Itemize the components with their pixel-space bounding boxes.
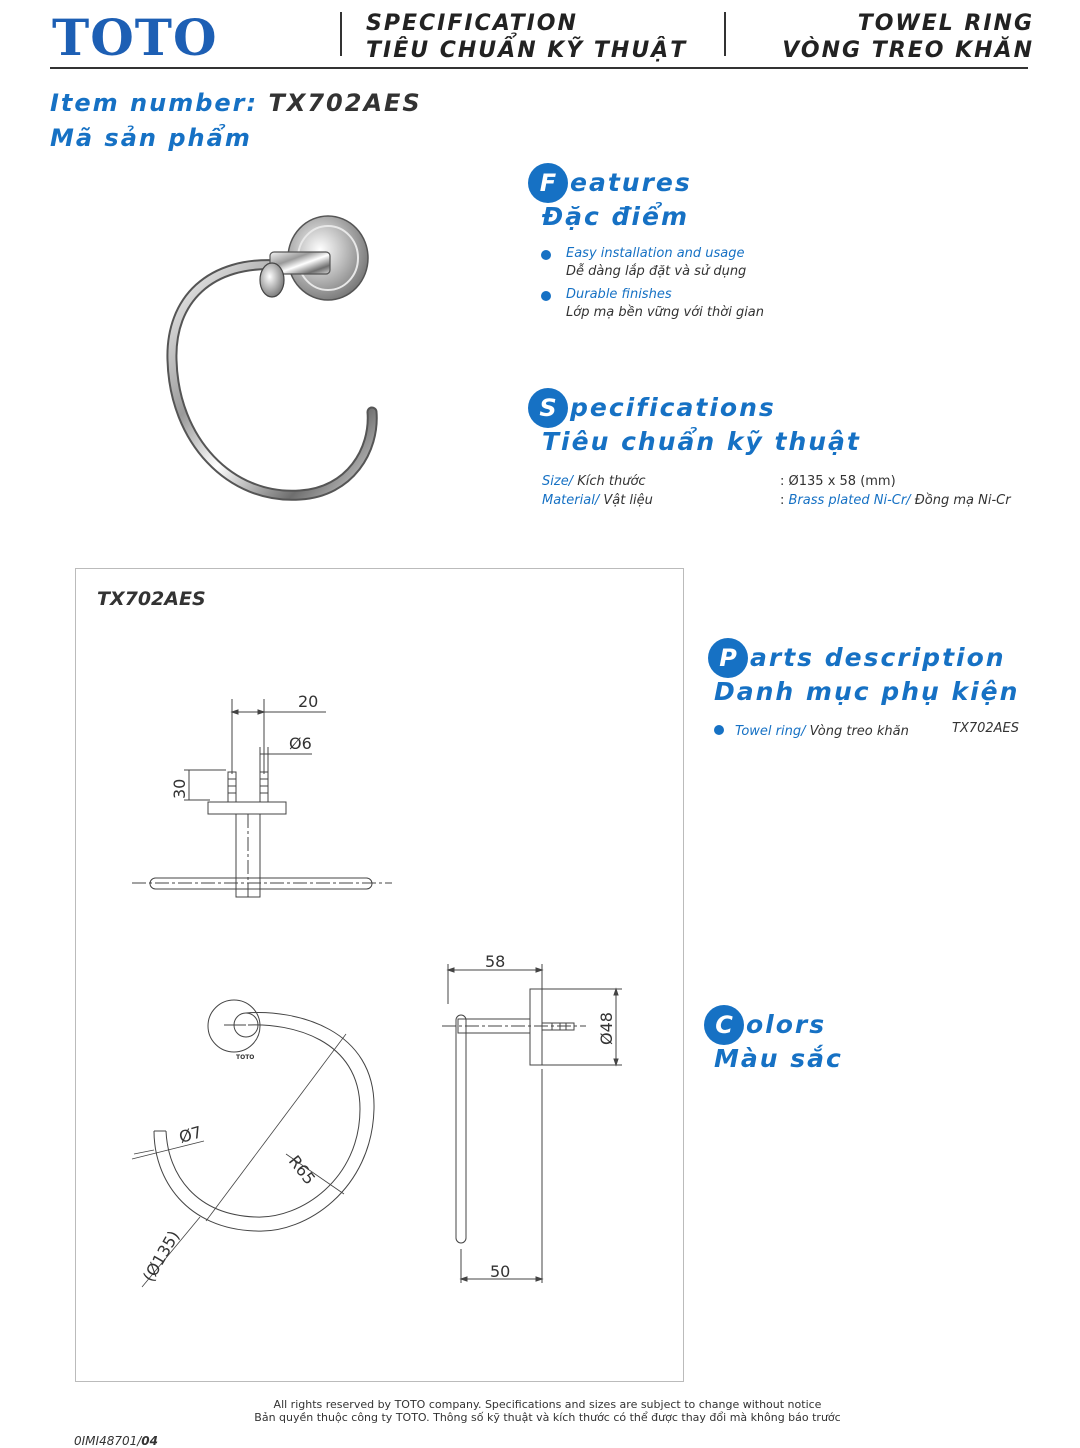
features-title-vi: Đặc điểm xyxy=(542,202,689,231)
parts-item-code: TX702AES xyxy=(952,721,1020,736)
dim-58: 58 xyxy=(485,952,506,971)
parts-badge: P xyxy=(708,638,748,678)
feature-item-vi: Lớp mạ bền vững với thời gian xyxy=(566,305,765,320)
document-code xyxy=(74,1434,158,1448)
header-specification xyxy=(366,10,687,64)
spec-value-material xyxy=(780,489,1011,510)
parts-item xyxy=(735,720,909,741)
dim-d48: Ø48 xyxy=(597,1012,616,1045)
item-number xyxy=(50,88,422,118)
drawing-label: TX702AES xyxy=(97,588,206,610)
drawing-logo-mark: TOTO xyxy=(236,1054,255,1061)
spec-label-en: Material/ xyxy=(542,493,600,508)
header-spec-vi: TIÊU CHUẨN KỸ THUẬT xyxy=(366,38,688,63)
document-code-revision: 04 xyxy=(141,1434,158,1448)
spec-value-vi: Đồng mạ Ni-Cr xyxy=(910,493,1011,508)
spec-value: : Ø135 x 58 (mm) xyxy=(780,474,896,489)
parts-item-vi: Vòng treo khăn xyxy=(805,724,909,739)
spec-row-material xyxy=(542,489,653,510)
feature-bullet xyxy=(541,291,551,301)
spec-label-en: Size/ xyxy=(542,474,574,489)
item-number-value: TX702AES xyxy=(268,89,422,117)
dim-d135: (Ø135) xyxy=(139,1227,184,1285)
item-number-label-vi: Mã sản phẩm xyxy=(50,124,252,152)
features-title: eatures xyxy=(570,168,692,197)
colors-badge: C xyxy=(704,1005,744,1045)
product-image xyxy=(150,200,410,510)
technical-drawing xyxy=(76,569,683,1381)
item-number-label: Item number: xyxy=(50,89,269,117)
spec-label-vi: Kích thước xyxy=(573,474,646,489)
feature-item-vi: Dễ dàng lắp đặt và sử dụng xyxy=(566,264,747,279)
dim-r65: R65 xyxy=(284,1151,320,1189)
colors-title: olors xyxy=(746,1010,827,1039)
colors-title-vi: Màu sắc xyxy=(714,1044,843,1073)
spec-label-vi: Vật liệu xyxy=(599,493,653,508)
header-product-name xyxy=(782,10,1034,64)
header-spec-en: SPECIFICATION xyxy=(366,11,578,36)
spec-value-en: Brass plated Ni-Cr/ xyxy=(788,493,911,508)
dim-d6: Ø6 xyxy=(289,734,312,753)
dim-30: 30 xyxy=(170,778,189,799)
parts-item-en: Towel ring/ xyxy=(735,724,806,739)
parts-title: arts description xyxy=(750,643,1006,672)
header-product-en: TOWEL RING xyxy=(857,11,1034,36)
dim-d7: Ø7 xyxy=(176,1122,205,1147)
footer-copyright-en: All rights reserved by TOTO company. Specifications and sizes are subject to change without notice xyxy=(273,1398,822,1411)
header-divider xyxy=(340,12,342,56)
specifications-title-vi: Tiêu chuẩn kỹ thuật xyxy=(542,427,861,456)
specifications-badge: S xyxy=(528,388,568,428)
feature-bullet xyxy=(541,250,551,260)
feature-item-en: Durable finishes xyxy=(566,287,672,302)
specifications-title: pecifications xyxy=(570,393,776,422)
spec-value-size xyxy=(780,470,896,491)
document-code-number: 0IMI48701/ xyxy=(74,1434,142,1448)
dim-20: 20 xyxy=(298,692,319,711)
parts-bullet xyxy=(714,725,724,735)
header-divider xyxy=(724,12,726,56)
toto-logo: TOTO xyxy=(52,8,218,67)
header-rule xyxy=(50,67,1028,69)
feature-item-en: Easy installation and usage xyxy=(566,246,745,261)
header-product-vi: VÒNG TREO KHĂN xyxy=(782,38,1034,63)
footer-copyright-vi: Bản quyền thuộc công ty TOTO. Thông số kỹ thuật và kích thước có thể được thay đổi mà không báo trước xyxy=(254,1411,841,1424)
spec-value: : xyxy=(780,493,789,508)
spec-row-size xyxy=(542,470,646,491)
dim-50: 50 xyxy=(490,1262,511,1281)
features-badge: F xyxy=(528,163,568,203)
parts-title-vi: Danh mục phụ kiện xyxy=(714,677,1020,706)
